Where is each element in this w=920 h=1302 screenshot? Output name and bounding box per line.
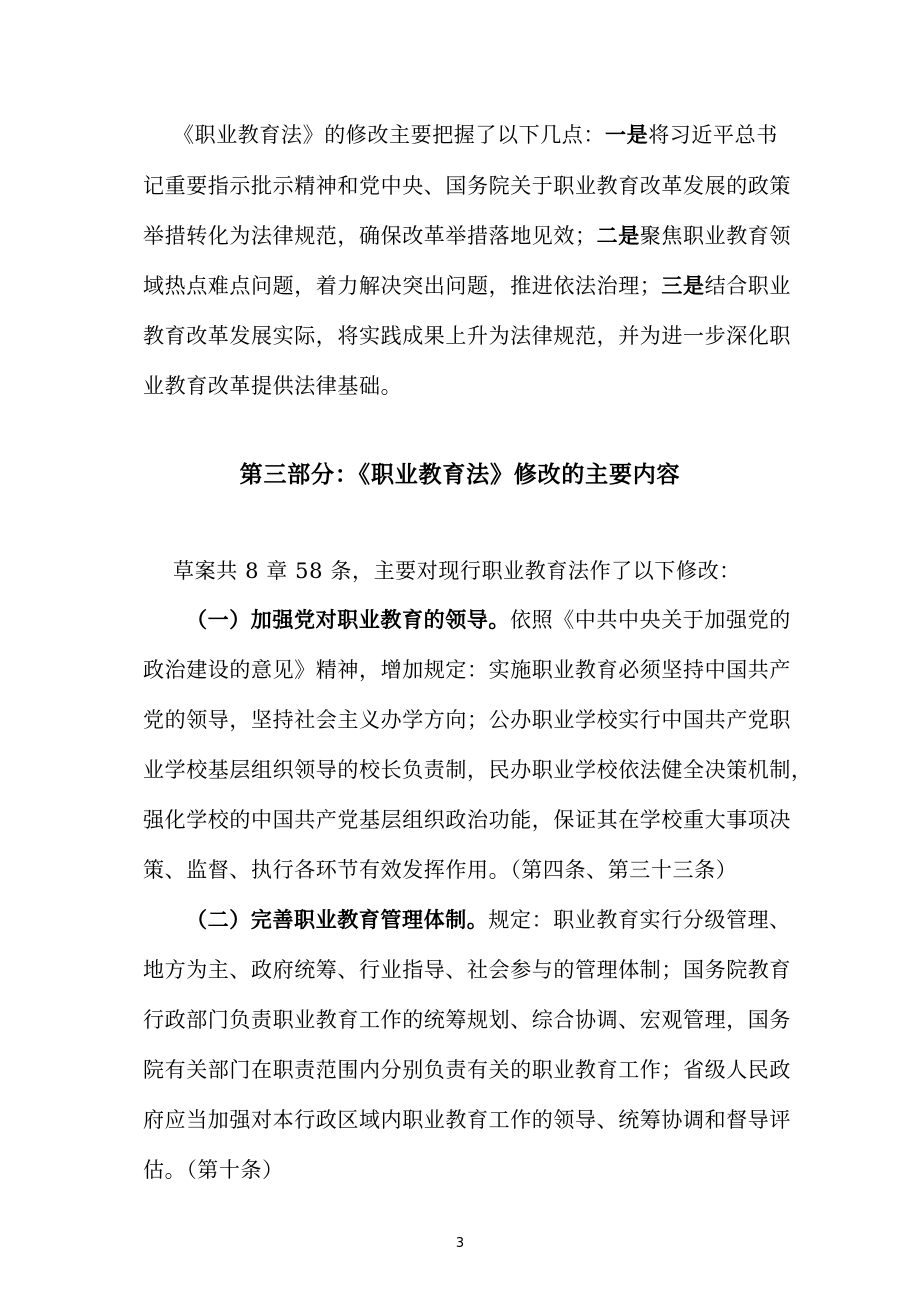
page-number: 3 <box>455 1236 465 1251</box>
paragraph-line: 策、监督、执行各环节有效发挥作用。（第四条、第三十三条） <box>143 858 738 882</box>
section-heading: 第三部分：《职业教育法》修改的主要内容 <box>239 462 681 488</box>
paragraph-line: 业学校基层组织领导的校长负责制，民办职业学校依法健全决策机制， <box>143 758 813 782</box>
section-title: （一）加强党对职业教育的领导。 <box>186 607 510 632</box>
paragraph-line: 党的领导，坚持社会主义办学方向；公办职业学校实行中国共产党职 <box>143 708 791 732</box>
emphasis-text: 三是 <box>661 273 705 298</box>
text-run: 依照《中共中央关于加强党的 <box>510 608 791 632</box>
paragraph-line: 地方为主、政府统筹、行业指导、社会参与的管理体制；国务院教育 <box>143 958 791 982</box>
paragraph-line <box>143 272 793 300</box>
paragraph-line: 强化学校的中国共产党基层组织政治功能，保证其在学校重大事项决 <box>143 808 791 832</box>
text-run: 规定：职业教育实行分级管理、 <box>488 908 791 932</box>
paragraph-line <box>173 121 823 149</box>
paragraph-line: 院有关部门在职责范围内分别负责有关的职业教育工作；省级人民政 <box>143 1058 791 1082</box>
paragraph-line: 行政部门负责职业教育工作的统筹规划、综合协调、宏观管理，国务 <box>143 1008 791 1032</box>
paragraph-line <box>186 606 836 634</box>
intro-line: 草案共 8 章 58 条，主要对现行职业教育法作了以下修改： <box>173 559 741 583</box>
text-run: 举措转化为法律规范，确保改革举措落地见效； <box>143 224 597 248</box>
paragraph-line: 府应当加强对本行政区域内职业教育工作的领导、统筹协调和督导评 <box>143 1108 791 1132</box>
text-run: 聚焦职业教育领 <box>639 224 792 248</box>
paragraph-line: 记重要指示批示精神和党中央、国务院关于职业教育改革发展的政策 <box>143 174 791 198</box>
paragraph-line <box>186 906 836 934</box>
text-run: 域热点难点问题，着力解决突出问题，推进依法治理； <box>143 274 662 298</box>
emphasis-text: 一是 <box>605 122 649 147</box>
emphasis-text: 二是 <box>596 223 640 248</box>
paragraph-line: 政治建设的意见》精神，增加规定：实施职业教育必须坚持中国共产 <box>143 658 791 682</box>
text-run: 《职业教育法》的修改主要把握了以下几点： <box>173 123 605 147</box>
paragraph-line: 估。（第十条） <box>143 1158 284 1182</box>
text-run: 结合职业 <box>704 274 792 298</box>
text-run: 将习近平总书 <box>648 123 778 147</box>
paragraph-line: 教育改革发展实际，将实践成果上升为法律规范，并为进一步深化职 <box>143 324 791 348</box>
paragraph-line: 业教育改革提供法律基础。 <box>143 374 403 398</box>
paragraph-line <box>143 222 793 250</box>
section-title: （二）完善职业教育管理体制。 <box>186 907 489 932</box>
